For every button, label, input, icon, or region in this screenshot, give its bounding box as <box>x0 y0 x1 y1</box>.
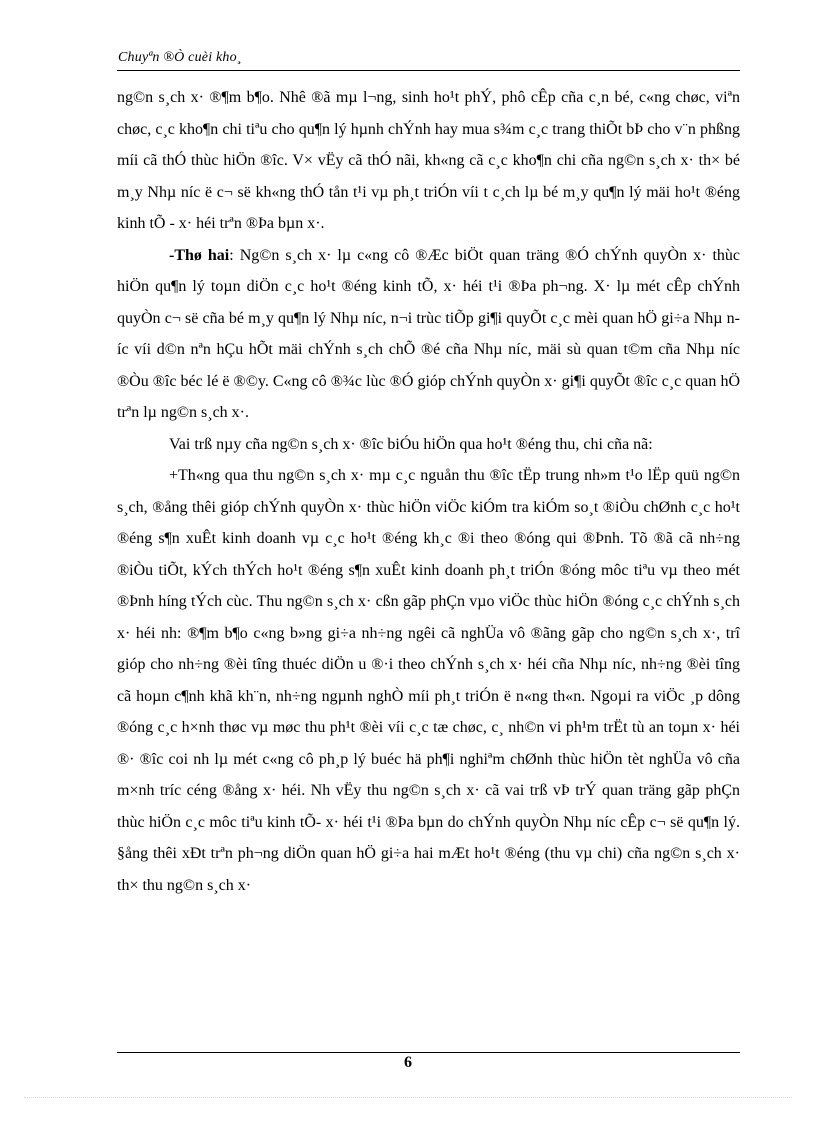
page-bottom-border <box>24 1097 792 1098</box>
footer-divider <box>117 1052 740 1053</box>
paragraph-1: ng©n s¸ch x· ®¶m b¶o. Nhê ®ã mµ l¬ng, sinh ho¹t phÝ, phô cÊp cña c¸n bé, c«ng chøc, viªn chøc, c¸c kho¶n chi tiªu cho qu¶n lý hµnh chÝnh hay mua s¾m c¸c trang thiÕt bÞ cho v¨n phßng míi cã thÓ thùc hiÖn ®îc. V× vËy cã thÓ nãi, kh«ng cã c¸c kho¶n chi cña ng©n s¸ch x· th× bé m¸y Nhµ níc ë c¬ së kh«ng thÓ tån t¹i vµ ph¸t triÓn víi t c¸ch lµ bé m¸y qu¶n lý mäi ho¹t ®éng kinh tÕ - x· héi trªn ®Þa bµn x·. <box>117 89 740 232</box>
paragraph-2-lead: -Thø hai <box>169 246 230 264</box>
paragraph-2-body: : Ng©n s¸ch x· lµ c«ng cô ®Æc biÖt quan träng ®Ó chÝnh quyÒn x· thùc hiÖn qu¶n lý toµn diÖn c¸c ho¹t ®éng kinh tÕ, x· héi t¹i ®Þa ph¬ng. X· lµ mét cÊp chÝnh quyÒn c¬ së cña bé m¸y qu¶n lý Nhµ níc, n¬i trùc tiÕp gi¶i quyÕt c¸c mèi quan hÖ gi÷a Nhµ níc víi d©n nªn hÇu hÕt mäi chÝnh s¸ch chÕ ®é cña Nhµ níc, mäi sù quan t©m cña Nhµ níc ®Òu ®îc béc lé ë ®©y. C«ng cô ®¾c lùc ®Ó gióp chÝnh quyÒn x· gi¶i quyÕt ®îc c¸c quan hÖ trªn lµ ng©n s¸ch x·. <box>117 246 740 421</box>
page-header <box>117 48 740 71</box>
page-body <box>117 82 740 901</box>
page-number: 6 <box>404 1054 412 1071</box>
paragraph-3: Vai trß nµy cña ng©n s¸ch x· ®îc biÓu hiÖn qua ho¹t ®éng thu, chi cña nã: <box>169 435 653 453</box>
paragraph-4: +Th«ng qua thu ng©n s¸ch x· mµ c¸c nguån thu ®îc tËp trung nh»m t¹o lËp quü ng©n s¸ch, ®ång thêi gióp chÝnh quyÒn x· thùc hiÖn viÖc kiÓm tra kiÓm so¸t ®iÒu chØnh c¸c ho¹t ®éng s¶n xuÊt kinh doanh vµ c¸c ho¹t ®éng kh¸c ®i theo ®óng qui ®Þnh. Tõ ®ã cã nh÷ng ®iÒu tiÕt, kÝch thÝch ho¹t ®éng s¶n xuÊt kinh doanh ph¸t triÓn ®óng môc tiªu vµ theo mét ®Þnh híng tÝch cùc. Thu ng©n s¸ch x· cßn gãp phÇn vµo viÖc thùc hiÖn ®óng c¸c chÝnh s¸ch x· héi nh: ®¶m b¶o c«ng b»ng gi÷a nh÷ng ngêi cã nghÜa vô ®ãng gãp cho ng©n s¸ch x·, trî gióp cho nh÷ng ®èi tîng thuéc diÖn u ®·i theo chÝnh s¸ch x· héi cña Nhµ níc, nh÷ng ®èi tîng cã hoµn c¶nh khã kh¨n, nh÷ng ngµnh nghÒ míi ph¸t triÓn ë n«ng th«n. Ngoµi ra viÖc ¸p dông ®óng c¸c h×nh thøc vµ møc thu ph¹t ®èi víi c¸c tæ chøc, c¸ nh©n vi ph¹m trËt tù an toµn x· héi ®· ®îc coi nh lµ mét c«ng cô ph¸p lý buéc hä ph¶i nghiªm chØnh thùc hiÖn tèt nghÜa vô cña m×nh tríc céng ®ång x· héi. Nh vËy thu ng©n s¸ch x· cã vai trß vÞ trÝ quan träng gãp phÇn thùc hiÖn c¸c môc tiªu kinh tÕ- x· héi t¹i ®Þa bµn do chÝnh quyÒn Nhµ níc cÊp c¬ së qu¶n lý. §ång thêi xÐt trªn ph¬ng diÖn quan hÖ gi÷a hai mÆt ho¹t ®éng (thu vµ chi) cña ng©n s¸ch x· th× thu ng©n s¸ch x· <box>117 467 740 894</box>
header-title: Chuyªn ®Ò cuèi kho¸ <box>118 50 242 65</box>
paragraph-2 <box>117 240 740 429</box>
